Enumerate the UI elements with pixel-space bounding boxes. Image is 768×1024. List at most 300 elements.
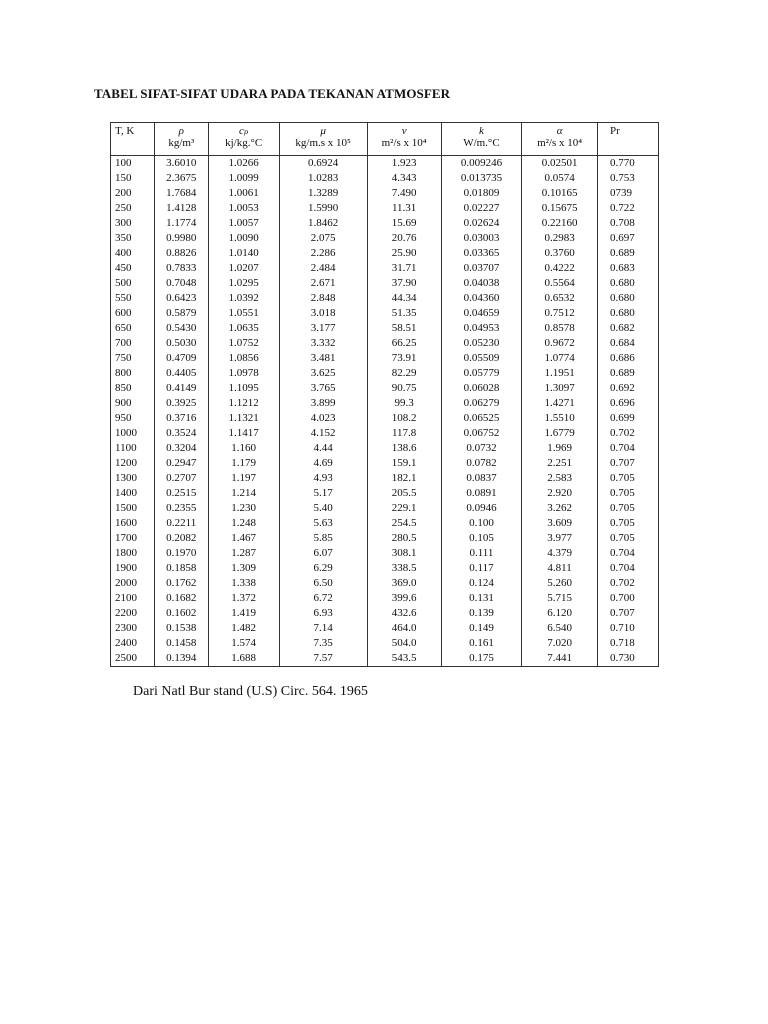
cell-density: 0.1538 bbox=[155, 621, 208, 636]
cell-dynamic-viscosity: 3.481 bbox=[279, 351, 367, 366]
cell-thermal-diffusivity: 1.1951 bbox=[522, 366, 598, 381]
cell-kinematic-viscosity: 117.8 bbox=[367, 426, 441, 441]
cell-density: 0.2707 bbox=[155, 471, 208, 486]
cell-temperature: 2300 bbox=[111, 621, 155, 636]
cell-kinematic-viscosity: 99.3 bbox=[367, 396, 441, 411]
cell-temperature: 400 bbox=[111, 246, 155, 261]
cell-thermal-diffusivity: 5.260 bbox=[522, 576, 598, 591]
table-row bbox=[111, 396, 659, 411]
cell-specific-heat: 1.197 bbox=[208, 471, 279, 486]
cell-thermal-diffusivity: 1.6779 bbox=[522, 426, 598, 441]
cell-specific-heat: 1.0856 bbox=[208, 351, 279, 366]
cell-dynamic-viscosity: 0.6924 bbox=[279, 156, 367, 172]
header-specific-heat: cₚ kj/kg.°C bbox=[208, 123, 279, 156]
cell-specific-heat: 1.248 bbox=[208, 516, 279, 531]
cell-prandtl: 0.702 bbox=[598, 426, 659, 441]
cell-prandtl: 0.705 bbox=[598, 531, 659, 546]
cell-thermal-diffusivity: 0.7512 bbox=[522, 306, 598, 321]
cell-thermal-diffusivity: 0.3760 bbox=[522, 246, 598, 261]
cell-dynamic-viscosity: 1.8462 bbox=[279, 216, 367, 231]
header-prandtl: Pr bbox=[598, 123, 659, 156]
cell-specific-heat: 1.0392 bbox=[208, 291, 279, 306]
cell-prandtl: 0.692 bbox=[598, 381, 659, 396]
cell-density: 1.1774 bbox=[155, 216, 208, 231]
table-row bbox=[111, 201, 659, 216]
cell-kinematic-viscosity: 229.1 bbox=[367, 501, 441, 516]
cell-specific-heat: 1.0057 bbox=[208, 216, 279, 231]
cell-thermal-conductivity: 0.0732 bbox=[441, 441, 521, 456]
cell-specific-heat: 1.467 bbox=[208, 531, 279, 546]
cell-thermal-conductivity: 0.105 bbox=[441, 531, 521, 546]
cell-prandtl: 0.753 bbox=[598, 171, 659, 186]
table-row bbox=[111, 426, 659, 441]
cell-dynamic-viscosity: 7.35 bbox=[279, 636, 367, 651]
cell-specific-heat: 1.160 bbox=[208, 441, 279, 456]
cell-thermal-conductivity: 0.0837 bbox=[441, 471, 521, 486]
cell-prandtl: 0.680 bbox=[598, 291, 659, 306]
table-row bbox=[111, 561, 659, 576]
cell-prandtl: 0.680 bbox=[598, 276, 659, 291]
table-row bbox=[111, 291, 659, 306]
cell-density: 3.6010 bbox=[155, 156, 208, 172]
cell-dynamic-viscosity: 7.57 bbox=[279, 651, 367, 667]
cell-specific-heat: 1.0207 bbox=[208, 261, 279, 276]
cell-kinematic-viscosity: 11.31 bbox=[367, 201, 441, 216]
cell-specific-heat: 1.0635 bbox=[208, 321, 279, 336]
cell-density: 0.2515 bbox=[155, 486, 208, 501]
cell-prandtl: 0.696 bbox=[598, 396, 659, 411]
cell-temperature: 1100 bbox=[111, 441, 155, 456]
cell-temperature: 750 bbox=[111, 351, 155, 366]
cell-kinematic-viscosity: 182.1 bbox=[367, 471, 441, 486]
cell-prandtl: 0.730 bbox=[598, 651, 659, 667]
cell-thermal-conductivity: 0.139 bbox=[441, 606, 521, 621]
document-title: TABEL SIFAT-SIFAT UDARA PADA TEKANAN ATMOSFER bbox=[94, 86, 451, 101]
cell-thermal-conductivity: 0.06525 bbox=[441, 411, 521, 426]
cell-kinematic-viscosity: 399.6 bbox=[367, 591, 441, 606]
cell-density: 0.9980 bbox=[155, 231, 208, 246]
table-row bbox=[111, 366, 659, 381]
cell-dynamic-viscosity: 3.177 bbox=[279, 321, 367, 336]
cell-thermal-conductivity: 0.06752 bbox=[441, 426, 521, 441]
cell-thermal-diffusivity: 2.251 bbox=[522, 456, 598, 471]
cell-prandtl: 0.684 bbox=[598, 336, 659, 351]
cell-dynamic-viscosity: 3.899 bbox=[279, 396, 367, 411]
cell-temperature: 1600 bbox=[111, 516, 155, 531]
table-row bbox=[111, 591, 659, 606]
cell-dynamic-viscosity: 5.63 bbox=[279, 516, 367, 531]
cell-temperature: 2500 bbox=[111, 651, 155, 667]
cell-thermal-diffusivity: 7.020 bbox=[522, 636, 598, 651]
cell-specific-heat: 1.1095 bbox=[208, 381, 279, 396]
cell-density: 0.2211 bbox=[155, 516, 208, 531]
air-properties-table bbox=[110, 122, 659, 667]
cell-dynamic-viscosity: 5.17 bbox=[279, 486, 367, 501]
cell-thermal-conductivity: 0.05230 bbox=[441, 336, 521, 351]
table-row bbox=[111, 321, 659, 336]
cell-kinematic-viscosity: 58.51 bbox=[367, 321, 441, 336]
cell-kinematic-viscosity: 280.5 bbox=[367, 531, 441, 546]
cell-specific-heat: 1.309 bbox=[208, 561, 279, 576]
cell-dynamic-viscosity: 4.44 bbox=[279, 441, 367, 456]
cell-thermal-diffusivity: 1.0774 bbox=[522, 351, 598, 366]
table-row bbox=[111, 621, 659, 636]
cell-dynamic-viscosity: 2.484 bbox=[279, 261, 367, 276]
table-row bbox=[111, 531, 659, 546]
cell-thermal-conductivity: 0.0782 bbox=[441, 456, 521, 471]
cell-temperature: 550 bbox=[111, 291, 155, 306]
table-row bbox=[111, 471, 659, 486]
cell-prandtl: 0.704 bbox=[598, 546, 659, 561]
cell-thermal-diffusivity: 3.609 bbox=[522, 516, 598, 531]
cell-thermal-diffusivity: 6.120 bbox=[522, 606, 598, 621]
cell-temperature: 700 bbox=[111, 336, 155, 351]
cell-density: 0.4709 bbox=[155, 351, 208, 366]
cell-thermal-conductivity: 0.175 bbox=[441, 651, 521, 667]
cell-thermal-conductivity: 0.03365 bbox=[441, 246, 521, 261]
cell-kinematic-viscosity: 432.6 bbox=[367, 606, 441, 621]
cell-prandtl: 0.707 bbox=[598, 606, 659, 621]
cell-thermal-diffusivity: 3.262 bbox=[522, 501, 598, 516]
cell-prandtl: 0739 bbox=[598, 186, 659, 201]
cell-thermal-diffusivity: 3.977 bbox=[522, 531, 598, 546]
cell-temperature: 600 bbox=[111, 306, 155, 321]
cell-temperature: 300 bbox=[111, 216, 155, 231]
cell-temperature: 950 bbox=[111, 411, 155, 426]
cell-dynamic-viscosity: 3.332 bbox=[279, 336, 367, 351]
cell-specific-heat: 1.0061 bbox=[208, 186, 279, 201]
cell-prandtl: 0.704 bbox=[598, 561, 659, 576]
cell-density: 0.5030 bbox=[155, 336, 208, 351]
cell-temperature: 1800 bbox=[111, 546, 155, 561]
cell-dynamic-viscosity: 6.50 bbox=[279, 576, 367, 591]
cell-thermal-conductivity: 0.0946 bbox=[441, 501, 521, 516]
cell-thermal-diffusivity: 4.811 bbox=[522, 561, 598, 576]
cell-thermal-diffusivity: 0.6532 bbox=[522, 291, 598, 306]
header-row bbox=[111, 123, 659, 156]
cell-thermal-diffusivity: 5.715 bbox=[522, 591, 598, 606]
cell-kinematic-viscosity: 25.90 bbox=[367, 246, 441, 261]
cell-prandtl: 0.697 bbox=[598, 231, 659, 246]
cell-specific-heat: 1.0295 bbox=[208, 276, 279, 291]
cell-kinematic-viscosity: 4.343 bbox=[367, 171, 441, 186]
cell-specific-heat: 1.0752 bbox=[208, 336, 279, 351]
cell-temperature: 2200 bbox=[111, 606, 155, 621]
cell-prandtl: 0.705 bbox=[598, 501, 659, 516]
cell-density: 0.4405 bbox=[155, 366, 208, 381]
cell-dynamic-viscosity: 6.72 bbox=[279, 591, 367, 606]
cell-density: 0.1394 bbox=[155, 651, 208, 667]
cell-density: 0.6423 bbox=[155, 291, 208, 306]
cell-thermal-conductivity: 0.06028 bbox=[441, 381, 521, 396]
cell-thermal-conductivity: 0.009246 bbox=[441, 156, 521, 172]
cell-thermal-diffusivity: 7.441 bbox=[522, 651, 598, 667]
table-row bbox=[111, 231, 659, 246]
cell-temperature: 500 bbox=[111, 276, 155, 291]
cell-thermal-diffusivity: 0.22160 bbox=[522, 216, 598, 231]
cell-thermal-diffusivity: 0.8578 bbox=[522, 321, 598, 336]
table-row bbox=[111, 246, 659, 261]
cell-kinematic-viscosity: 369.0 bbox=[367, 576, 441, 591]
table-row bbox=[111, 606, 659, 621]
cell-temperature: 2100 bbox=[111, 591, 155, 606]
cell-temperature: 1700 bbox=[111, 531, 155, 546]
cell-dynamic-viscosity: 6.07 bbox=[279, 546, 367, 561]
cell-prandtl: 0.683 bbox=[598, 261, 659, 276]
cell-density: 0.4149 bbox=[155, 381, 208, 396]
cell-temperature: 200 bbox=[111, 186, 155, 201]
cell-temperature: 150 bbox=[111, 171, 155, 186]
cell-prandtl: 0.705 bbox=[598, 486, 659, 501]
cell-dynamic-viscosity: 5.85 bbox=[279, 531, 367, 546]
cell-kinematic-viscosity: 51.35 bbox=[367, 306, 441, 321]
cell-temperature: 1400 bbox=[111, 486, 155, 501]
cell-dynamic-viscosity: 4.152 bbox=[279, 426, 367, 441]
cell-kinematic-viscosity: 254.5 bbox=[367, 516, 441, 531]
cell-thermal-diffusivity: 6.540 bbox=[522, 621, 598, 636]
cell-temperature: 100 bbox=[111, 156, 155, 172]
cell-thermal-conductivity: 0.04038 bbox=[441, 276, 521, 291]
header-density: ρ kg/m³ bbox=[155, 123, 208, 156]
cell-dynamic-viscosity: 1.5990 bbox=[279, 201, 367, 216]
cell-dynamic-viscosity: 4.023 bbox=[279, 411, 367, 426]
table-header bbox=[111, 123, 659, 156]
header-thermal-conductivity: k W/m.°C bbox=[441, 123, 521, 156]
cell-dynamic-viscosity: 4.93 bbox=[279, 471, 367, 486]
cell-density: 0.1682 bbox=[155, 591, 208, 606]
table-row bbox=[111, 456, 659, 471]
cell-prandtl: 0.682 bbox=[598, 321, 659, 336]
cell-prandtl: 0.704 bbox=[598, 441, 659, 456]
cell-specific-heat: 1.1212 bbox=[208, 396, 279, 411]
cell-temperature: 850 bbox=[111, 381, 155, 396]
cell-prandtl: 0.705 bbox=[598, 516, 659, 531]
cell-thermal-conductivity: 0.04360 bbox=[441, 291, 521, 306]
cell-density: 0.7833 bbox=[155, 261, 208, 276]
table-row bbox=[111, 651, 659, 667]
cell-specific-heat: 1.0140 bbox=[208, 246, 279, 261]
cell-kinematic-viscosity: 543.5 bbox=[367, 651, 441, 667]
cell-thermal-diffusivity: 1.5510 bbox=[522, 411, 598, 426]
cell-thermal-conductivity: 0.149 bbox=[441, 621, 521, 636]
table-row bbox=[111, 261, 659, 276]
cell-prandtl: 0.770 bbox=[598, 156, 659, 172]
cell-thermal-conductivity: 0.04659 bbox=[441, 306, 521, 321]
table-row bbox=[111, 306, 659, 321]
cell-prandtl: 0.718 bbox=[598, 636, 659, 651]
cell-density: 0.7048 bbox=[155, 276, 208, 291]
cell-prandtl: 0.699 bbox=[598, 411, 659, 426]
cell-thermal-conductivity: 0.100 bbox=[441, 516, 521, 531]
cell-thermal-conductivity: 0.06279 bbox=[441, 396, 521, 411]
cell-dynamic-viscosity: 2.848 bbox=[279, 291, 367, 306]
cell-density: 1.4128 bbox=[155, 201, 208, 216]
cell-dynamic-viscosity: 1.3289 bbox=[279, 186, 367, 201]
cell-temperature: 650 bbox=[111, 321, 155, 336]
cell-temperature: 2000 bbox=[111, 576, 155, 591]
cell-density: 0.1970 bbox=[155, 546, 208, 561]
cell-specific-heat: 1.214 bbox=[208, 486, 279, 501]
cell-specific-heat: 1.688 bbox=[208, 651, 279, 667]
cell-prandtl: 0.700 bbox=[598, 591, 659, 606]
cell-dynamic-viscosity: 2.286 bbox=[279, 246, 367, 261]
cell-thermal-conductivity: 0.0891 bbox=[441, 486, 521, 501]
cell-prandtl: 0.708 bbox=[598, 216, 659, 231]
cell-specific-heat: 1.0053 bbox=[208, 201, 279, 216]
cell-prandtl: 0.680 bbox=[598, 306, 659, 321]
cell-density: 0.1762 bbox=[155, 576, 208, 591]
cell-temperature: 1200 bbox=[111, 456, 155, 471]
cell-specific-heat: 1.574 bbox=[208, 636, 279, 651]
cell-density: 0.2082 bbox=[155, 531, 208, 546]
cell-kinematic-viscosity: 37.90 bbox=[367, 276, 441, 291]
cell-kinematic-viscosity: 31.71 bbox=[367, 261, 441, 276]
cell-temperature: 800 bbox=[111, 366, 155, 381]
cell-specific-heat: 1.372 bbox=[208, 591, 279, 606]
table-row bbox=[111, 636, 659, 651]
cell-thermal-diffusivity: 0.9672 bbox=[522, 336, 598, 351]
cell-kinematic-viscosity: 90.75 bbox=[367, 381, 441, 396]
cell-thermal-diffusivity: 2.920 bbox=[522, 486, 598, 501]
cell-dynamic-viscosity: 3.765 bbox=[279, 381, 367, 396]
cell-density: 0.2947 bbox=[155, 456, 208, 471]
cell-dynamic-viscosity: 3.018 bbox=[279, 306, 367, 321]
cell-thermal-conductivity: 0.02227 bbox=[441, 201, 521, 216]
cell-thermal-diffusivity: 0.4222 bbox=[522, 261, 598, 276]
cell-specific-heat: 1.482 bbox=[208, 621, 279, 636]
cell-kinematic-viscosity: 1.923 bbox=[367, 156, 441, 172]
cell-temperature: 250 bbox=[111, 201, 155, 216]
cell-thermal-diffusivity: 2.583 bbox=[522, 471, 598, 486]
table-row bbox=[111, 411, 659, 426]
cell-kinematic-viscosity: 44.34 bbox=[367, 291, 441, 306]
cell-temperature: 450 bbox=[111, 261, 155, 276]
cell-dynamic-viscosity: 2.671 bbox=[279, 276, 367, 291]
cell-thermal-diffusivity: 0.02501 bbox=[522, 156, 598, 172]
cell-kinematic-viscosity: 159.1 bbox=[367, 456, 441, 471]
cell-kinematic-viscosity: 308.1 bbox=[367, 546, 441, 561]
cell-prandtl: 0.722 bbox=[598, 201, 659, 216]
cell-specific-heat: 1.0099 bbox=[208, 171, 279, 186]
cell-dynamic-viscosity: 4.69 bbox=[279, 456, 367, 471]
cell-density: 0.5879 bbox=[155, 306, 208, 321]
cell-prandtl: 0.686 bbox=[598, 351, 659, 366]
cell-density: 0.1602 bbox=[155, 606, 208, 621]
cell-prandtl: 0.689 bbox=[598, 366, 659, 381]
cell-specific-heat: 1.338 bbox=[208, 576, 279, 591]
table-row bbox=[111, 186, 659, 201]
cell-thermal-diffusivity: 1.969 bbox=[522, 441, 598, 456]
cell-thermal-diffusivity: 0.10165 bbox=[522, 186, 598, 201]
table-row bbox=[111, 546, 659, 561]
cell-thermal-conductivity: 0.111 bbox=[441, 546, 521, 561]
cell-prandtl: 0.707 bbox=[598, 456, 659, 471]
cell-thermal-conductivity: 0.04953 bbox=[441, 321, 521, 336]
cell-dynamic-viscosity: 1.0283 bbox=[279, 171, 367, 186]
cell-thermal-diffusivity: 4.379 bbox=[522, 546, 598, 561]
cell-dynamic-viscosity: 2.075 bbox=[279, 231, 367, 246]
cell-thermal-diffusivity: 0.5564 bbox=[522, 276, 598, 291]
cell-prandtl: 0.702 bbox=[598, 576, 659, 591]
table-row bbox=[111, 486, 659, 501]
cell-density: 0.3925 bbox=[155, 396, 208, 411]
cell-prandtl: 0.689 bbox=[598, 246, 659, 261]
header-thermal-diffusivity: α m²/s x 10⁴ bbox=[522, 123, 598, 156]
cell-specific-heat: 1.0266 bbox=[208, 156, 279, 172]
cell-thermal-diffusivity: 1.4271 bbox=[522, 396, 598, 411]
cell-specific-heat: 1.287 bbox=[208, 546, 279, 561]
cell-density: 0.3524 bbox=[155, 426, 208, 441]
table-body bbox=[111, 156, 659, 667]
cell-specific-heat: 1.1321 bbox=[208, 411, 279, 426]
cell-dynamic-viscosity: 7.14 bbox=[279, 621, 367, 636]
cell-kinematic-viscosity: 205.5 bbox=[367, 486, 441, 501]
table-row bbox=[111, 381, 659, 396]
table-row bbox=[111, 501, 659, 516]
cell-density: 0.1858 bbox=[155, 561, 208, 576]
cell-thermal-conductivity: 0.161 bbox=[441, 636, 521, 651]
cell-kinematic-viscosity: 464.0 bbox=[367, 621, 441, 636]
cell-dynamic-viscosity: 6.93 bbox=[279, 606, 367, 621]
cell-thermal-conductivity: 0.117 bbox=[441, 561, 521, 576]
cell-dynamic-viscosity: 3.625 bbox=[279, 366, 367, 381]
cell-temperature: 1500 bbox=[111, 501, 155, 516]
cell-density: 0.3204 bbox=[155, 441, 208, 456]
cell-density: 0.3716 bbox=[155, 411, 208, 426]
cell-kinematic-viscosity: 20.76 bbox=[367, 231, 441, 246]
cell-dynamic-viscosity: 5.40 bbox=[279, 501, 367, 516]
table-row bbox=[111, 441, 659, 456]
header-kinematic-viscosity: ν m²/s x 10⁴ bbox=[367, 123, 441, 156]
cell-specific-heat: 1.0978 bbox=[208, 366, 279, 381]
cell-temperature: 1000 bbox=[111, 426, 155, 441]
cell-kinematic-viscosity: 108.2 bbox=[367, 411, 441, 426]
table-row bbox=[111, 351, 659, 366]
cell-specific-heat: 1.0551 bbox=[208, 306, 279, 321]
table-row bbox=[111, 576, 659, 591]
cell-specific-heat: 1.0090 bbox=[208, 231, 279, 246]
cell-specific-heat: 1.1417 bbox=[208, 426, 279, 441]
cell-thermal-conductivity: 0.05509 bbox=[441, 351, 521, 366]
header-dynamic-viscosity: μ kg/m.s x 10⁵ bbox=[279, 123, 367, 156]
cell-density: 0.2355 bbox=[155, 501, 208, 516]
cell-kinematic-viscosity: 66.25 bbox=[367, 336, 441, 351]
cell-thermal-conductivity: 0.124 bbox=[441, 576, 521, 591]
cell-thermal-conductivity: 0.05779 bbox=[441, 366, 521, 381]
cell-thermal-diffusivity: 0.0574 bbox=[522, 171, 598, 186]
cell-thermal-diffusivity: 0.2983 bbox=[522, 231, 598, 246]
table-row bbox=[111, 216, 659, 231]
cell-thermal-conductivity: 0.02624 bbox=[441, 216, 521, 231]
cell-thermal-conductivity: 0.03707 bbox=[441, 261, 521, 276]
cell-temperature: 1900 bbox=[111, 561, 155, 576]
table-row bbox=[111, 516, 659, 531]
cell-dynamic-viscosity: 6.29 bbox=[279, 561, 367, 576]
cell-specific-heat: 1.419 bbox=[208, 606, 279, 621]
cell-thermal-conductivity: 0.01809 bbox=[441, 186, 521, 201]
cell-prandtl: 0.710 bbox=[598, 621, 659, 636]
cell-temperature: 2400 bbox=[111, 636, 155, 651]
table-row bbox=[111, 276, 659, 291]
cell-temperature: 1300 bbox=[111, 471, 155, 486]
cell-kinematic-viscosity: 82.29 bbox=[367, 366, 441, 381]
cell-specific-heat: 1.179 bbox=[208, 456, 279, 471]
cell-kinematic-viscosity: 504.0 bbox=[367, 636, 441, 651]
cell-kinematic-viscosity: 138.6 bbox=[367, 441, 441, 456]
cell-specific-heat: 1.230 bbox=[208, 501, 279, 516]
cell-kinematic-viscosity: 7.490 bbox=[367, 186, 441, 201]
cell-density: 0.5430 bbox=[155, 321, 208, 336]
